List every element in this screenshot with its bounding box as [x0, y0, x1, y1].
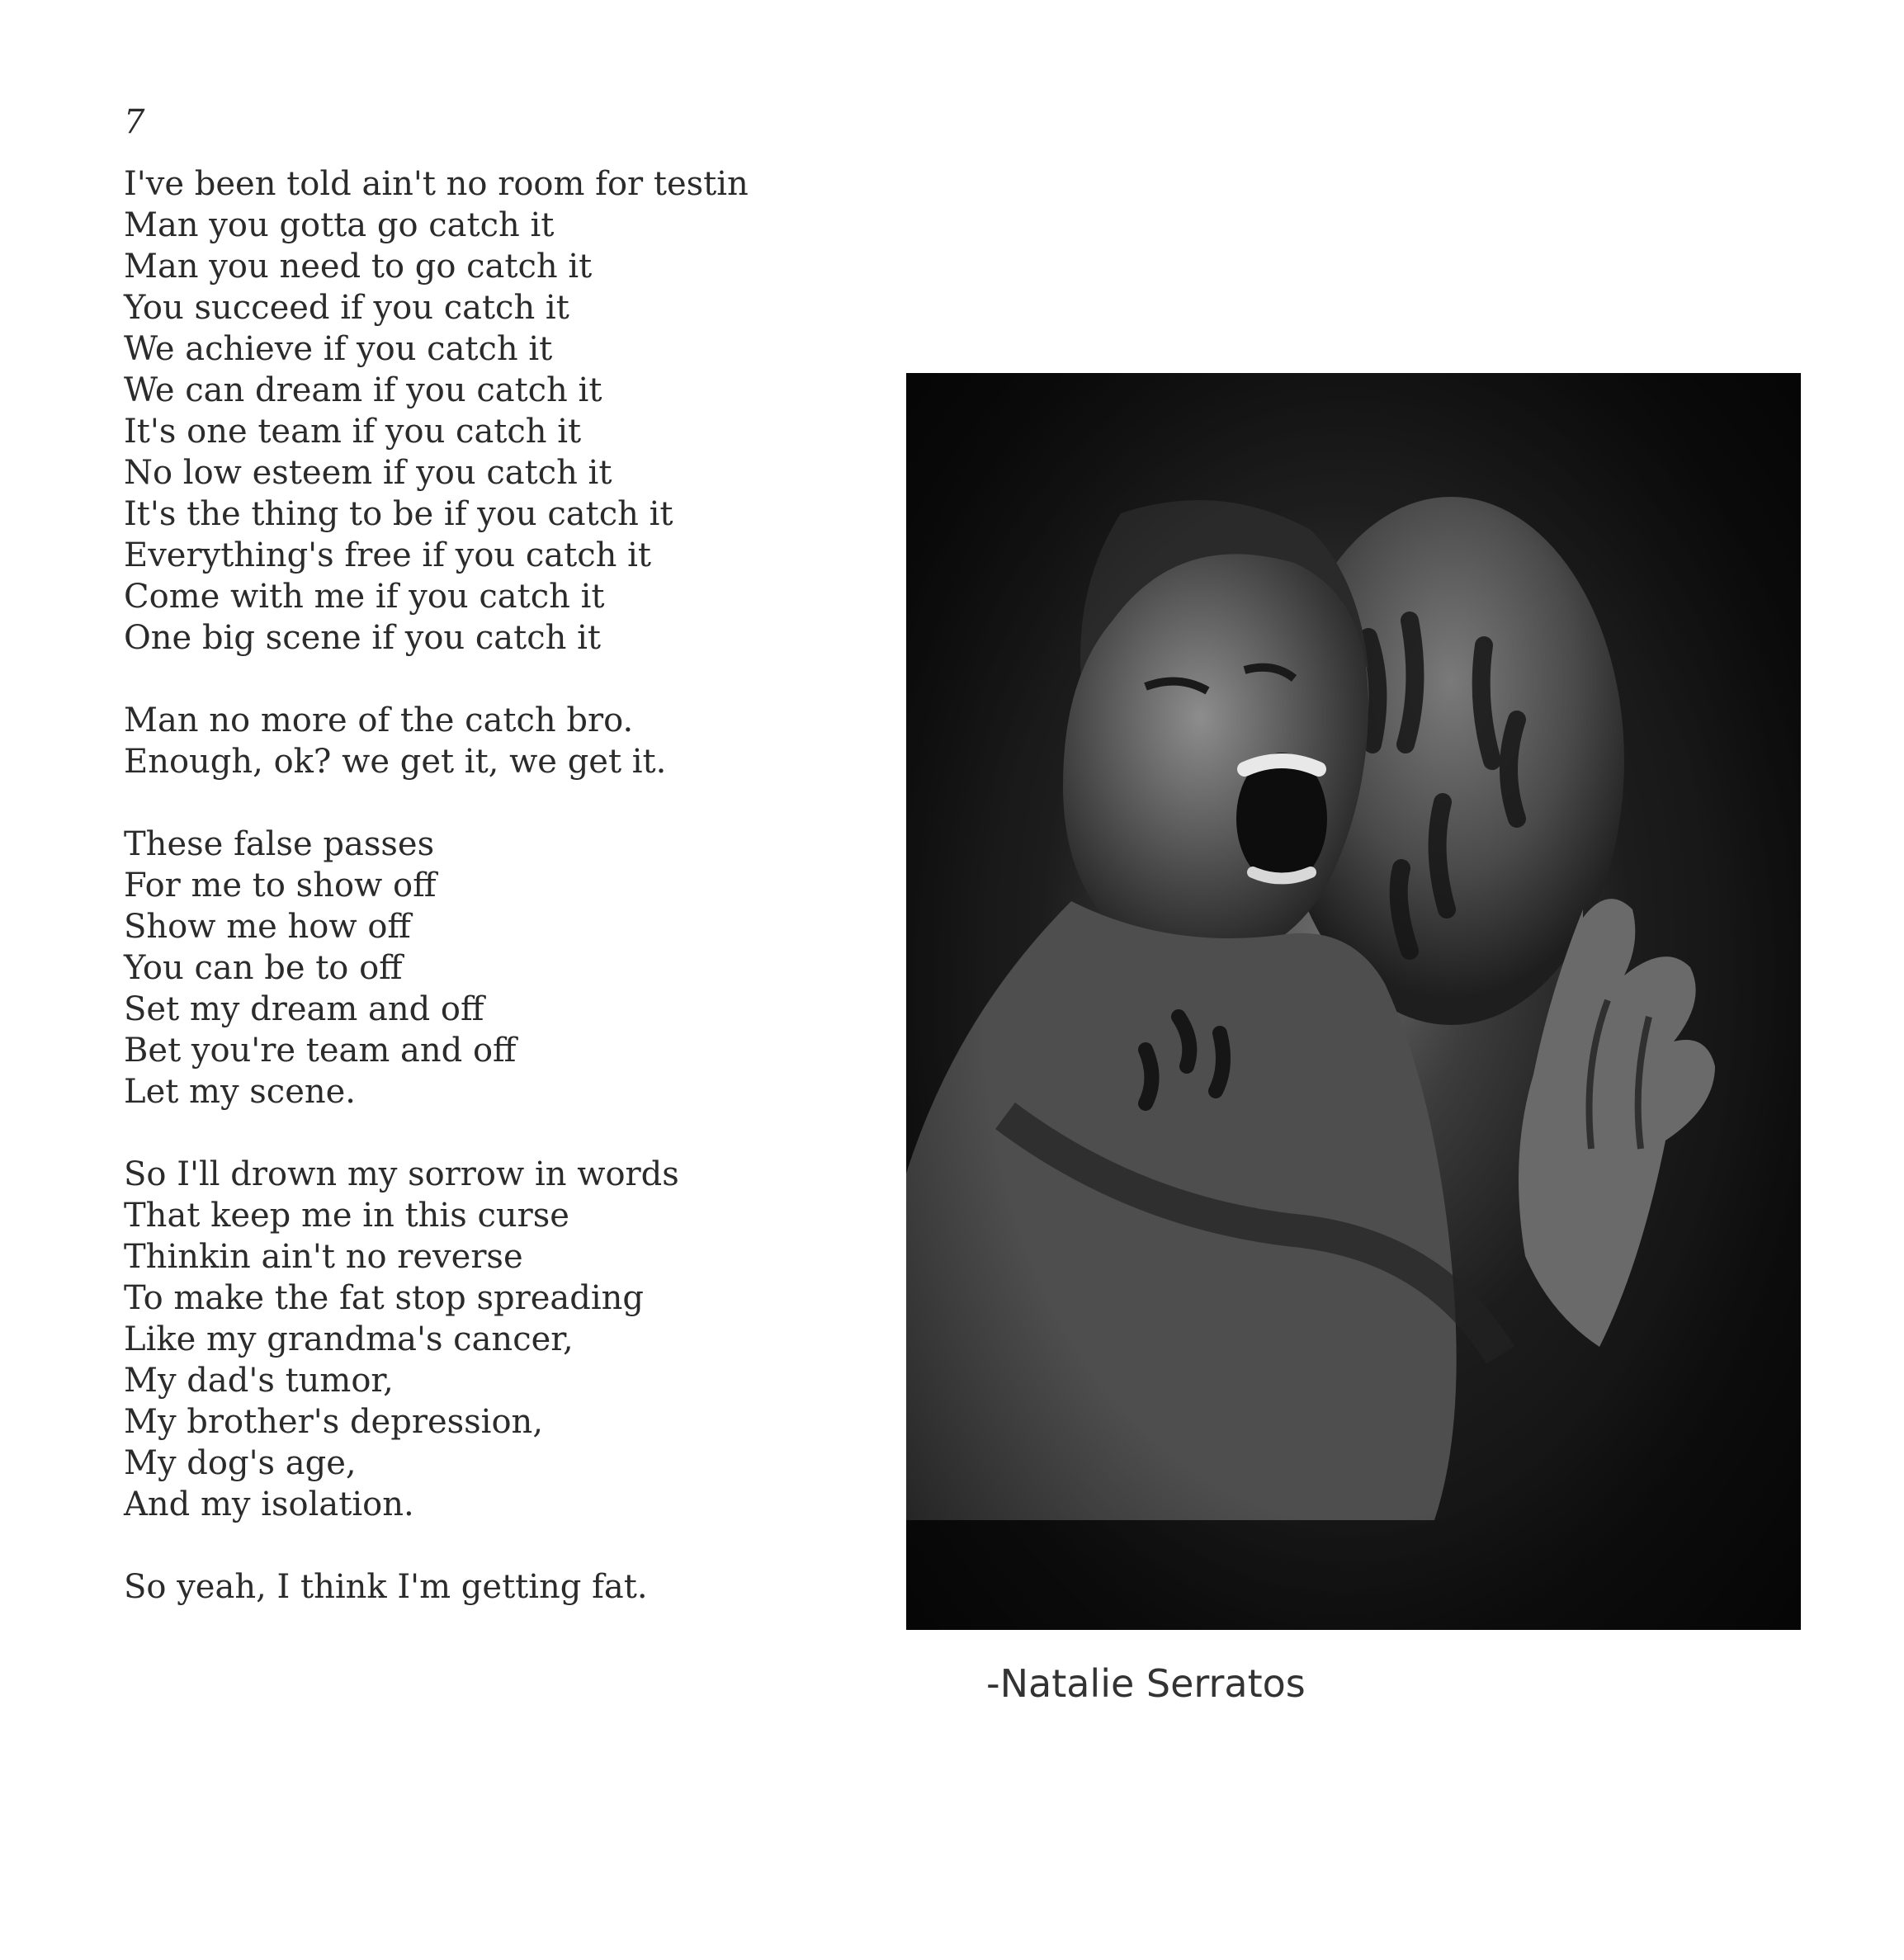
stanza-4 [124, 1154, 867, 1525]
poem-line: So yeah, I think I'm getting fat. [124, 1568, 648, 1606]
poem-line: Thinkin ain't no reverse [124, 1238, 523, 1276]
poem-line: And my isolation. [124, 1485, 414, 1523]
poem-line: Bet you're team and off [124, 1032, 517, 1070]
poem-line: Man you need to go catch it [124, 248, 593, 286]
poem-line: Show me how off [124, 908, 411, 946]
photograph-illustration [906, 373, 1801, 1630]
poem-line: These false passes [124, 825, 435, 863]
poem-line: Like my grandma's cancer, [124, 1320, 574, 1358]
poem-line: That keep me in this curse [124, 1197, 569, 1235]
poem [124, 163, 867, 1649]
stanza-2 [124, 700, 867, 782]
poem-line: Set my dream and off [124, 990, 484, 1028]
stanza-1 [124, 163, 867, 659]
poem-line: You succeed if you catch it [124, 289, 569, 327]
poem-line: My dad's tumor, [124, 1362, 394, 1400]
poem-line: For me to show off [124, 867, 437, 904]
stanza-3 [124, 824, 867, 1112]
poem-line: Enough, ok? we get it, we get it. [124, 743, 667, 781]
poem-line: My dog's age, [124, 1444, 357, 1482]
poem-line: We can dream if you catch it [124, 371, 602, 409]
poem-line: You can be to off [124, 949, 403, 987]
poem-line: It's one team if you catch it [124, 413, 582, 451]
stanza-5 [124, 1566, 867, 1608]
poem-line: Let my scene. [124, 1073, 357, 1111]
poem-line: We achieve if you catch it [124, 330, 553, 368]
poem-line: Come with me if you catch it [124, 578, 605, 616]
photo-caption: -Natalie Serratos [986, 1661, 1306, 1706]
poem-line: It's the thing to be if you catch it [124, 495, 673, 533]
poem-line: Man no more of the catch bro. [124, 701, 634, 739]
poem-line: To make the fat stop spreading [124, 1279, 644, 1317]
photograph [906, 373, 1801, 1630]
poem-line: No low esteem if you catch it [124, 454, 612, 492]
poem-line: So I'll drown my sorrow in words [124, 1155, 679, 1193]
poem-line: One big scene if you catch it [124, 619, 601, 657]
page-number: 7 [124, 103, 145, 141]
poem-line: Man you gotta go catch it [124, 206, 555, 244]
poem-line: My brother's depression, [124, 1403, 544, 1441]
poem-line: Everything's free if you catch it [124, 536, 651, 574]
poem-line: I've been told ain't no room for testin [124, 165, 749, 203]
